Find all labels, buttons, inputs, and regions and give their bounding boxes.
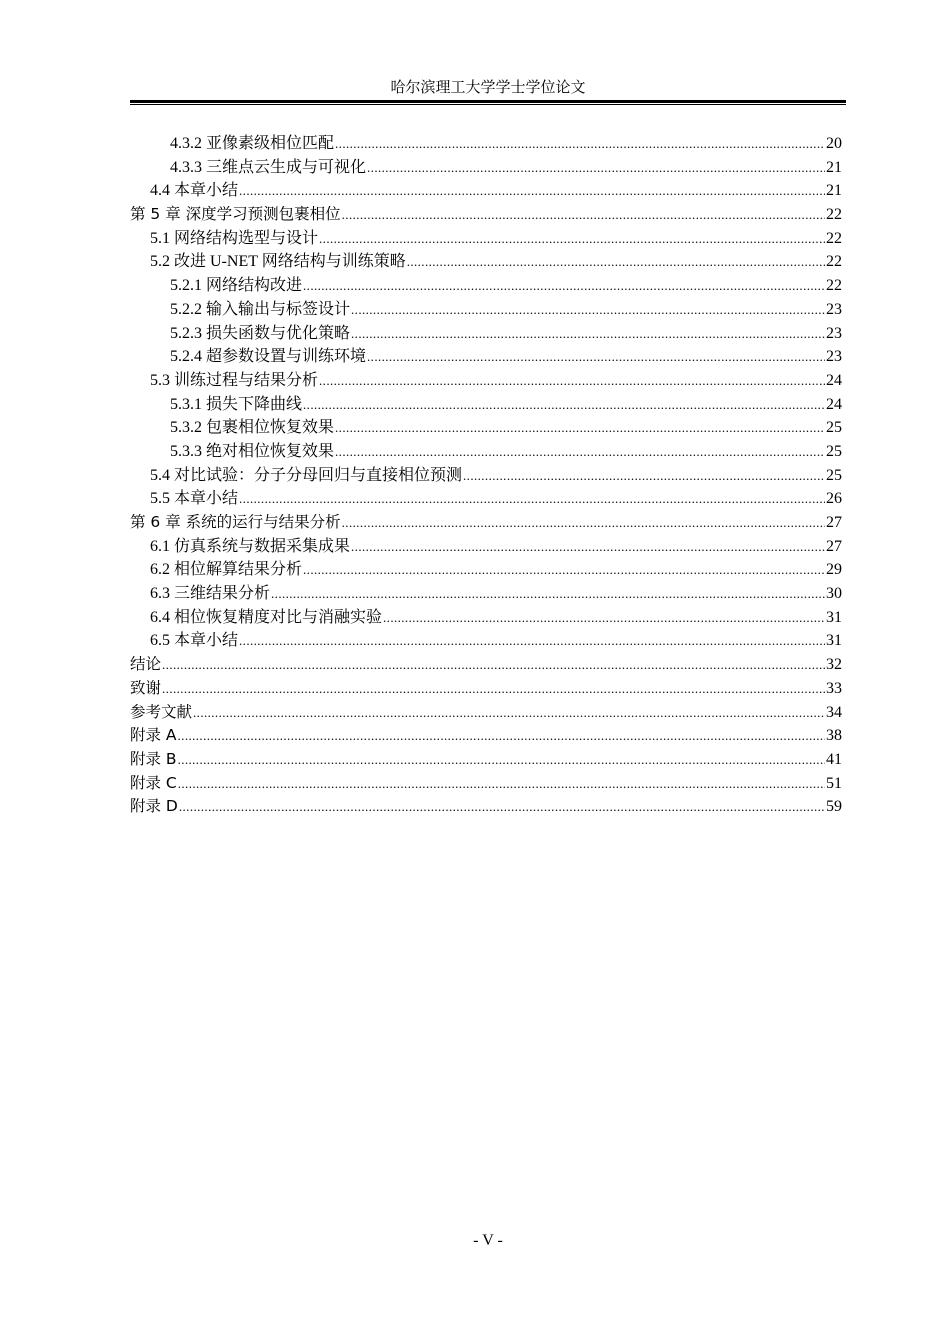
toc-dot-leader (383, 606, 825, 630)
toc-entry-page: 25 (826, 466, 842, 484)
toc-entry-page: 25 (826, 419, 842, 437)
toc-entry-title: 5.2.1 网络结构改进 (170, 277, 303, 295)
toc-entry-title: 6.3 三维结果分析 (150, 585, 271, 603)
toc-dot-leader (303, 558, 825, 582)
toc-dot-leader (335, 132, 825, 156)
toc-entry-page: 22 (826, 277, 842, 295)
toc-dot-leader (367, 345, 825, 369)
toc-entry-title: 5.1 网络结构选型与设计 (150, 229, 319, 247)
toc-dot-leader (319, 227, 825, 251)
toc-entry[interactable] (130, 393, 842, 417)
toc-entry-title: 6.4 相位恢复精度对比与消融实验 (150, 608, 383, 626)
toc-entry[interactable] (130, 464, 842, 488)
toc-dot-leader (407, 250, 825, 274)
toc-entry-page: 23 (826, 348, 842, 366)
toc-entry-page: 23 (826, 324, 842, 342)
toc-entry-page: 59 (826, 798, 842, 816)
toc-entry-page: 23 (826, 300, 842, 318)
toc-entry-page: 22 (826, 206, 842, 224)
toc-entry-page: 22 (826, 253, 842, 271)
toc-entry[interactable] (130, 701, 842, 725)
toc-dot-leader (319, 369, 825, 393)
toc-entry-page: 38 (826, 727, 842, 745)
toc-entry[interactable] (130, 558, 842, 582)
table-of-contents (130, 132, 842, 819)
toc-entry[interactable] (130, 748, 842, 772)
page-header: 哈尔滨理工大学学士学位论文 (390, 80, 586, 96)
toc-dot-leader (335, 416, 825, 440)
toc-dot-leader (303, 393, 825, 417)
toc-dot-leader (179, 795, 825, 819)
toc-dot-leader (271, 582, 825, 606)
toc-entry[interactable] (130, 440, 842, 464)
toc-entry-page: 32 (826, 656, 842, 674)
toc-entry-title: 致谢 (130, 678, 162, 697)
toc-dot-leader (351, 322, 825, 346)
toc-entry-title: 附录 D (130, 797, 178, 816)
toc-entry-title: 5.3.2 包裹相位恢复效果 (170, 419, 335, 437)
toc-dot-leader (162, 677, 825, 701)
toc-entry-page: 24 (826, 395, 842, 413)
toc-entry[interactable] (130, 250, 842, 274)
toc-dot-leader (239, 629, 825, 653)
header-rule-thick (130, 100, 846, 103)
toc-entry-title: 第 6 章 系统的运行与结果分析 (130, 513, 341, 531)
toc-entry[interactable] (130, 606, 842, 630)
toc-dot-leader (342, 511, 825, 535)
toc-entry[interactable] (130, 677, 842, 701)
toc-entry-title: 4.3.3 三维点云生成与可视化 (170, 158, 367, 176)
toc-entry[interactable] (130, 535, 842, 559)
toc-entry[interactable] (130, 795, 842, 819)
toc-entry[interactable] (130, 772, 842, 796)
toc-entry[interactable] (130, 274, 842, 298)
toc-entry-title: 5.5 本章小结 (150, 490, 239, 508)
toc-entry-title: 5.2 改进 U-NET 网络结构与训练策略 (150, 253, 406, 271)
toc-dot-leader (162, 653, 825, 677)
toc-entry-title: 5.3.3 绝对相位恢复效果 (170, 442, 335, 460)
toc-entry-title: 5.3 训练过程与结果分析 (150, 371, 319, 389)
toc-entry-title: 6.1 仿真系统与数据采集成果 (150, 537, 351, 555)
toc-entry[interactable] (130, 629, 842, 653)
toc-entry-title: 5.3.1 损失下降曲线 (170, 395, 303, 413)
toc-entry-title: 附录 B (130, 749, 177, 768)
toc-entry[interactable] (130, 179, 842, 203)
toc-entry-title: 附录 C (130, 773, 177, 792)
toc-entry[interactable] (130, 653, 842, 677)
toc-dot-leader (367, 156, 825, 180)
toc-entry-title: 5.2.2 输入输出与标签设计 (170, 300, 351, 318)
toc-entry-page: 25 (826, 442, 842, 460)
toc-entry-title: 4.4 本章小结 (150, 182, 239, 200)
toc-entry-page: 30 (826, 585, 842, 603)
toc-entry-page: 27 (826, 514, 842, 531)
page-number: - V - (473, 1232, 503, 1249)
toc-dot-leader (239, 487, 825, 511)
toc-entry[interactable] (130, 487, 842, 511)
toc-entry-title: 附录 A (130, 726, 177, 745)
toc-entry[interactable] (130, 416, 842, 440)
toc-dot-leader (193, 701, 825, 725)
toc-entry[interactable] (130, 203, 842, 227)
toc-entry-title: 参考文献 (130, 702, 193, 721)
toc-dot-leader (335, 440, 825, 464)
toc-entry-page: 21 (826, 182, 842, 200)
toc-entry-title: 5.2.3 损失函数与优化策略 (170, 324, 351, 342)
toc-dot-leader (351, 298, 825, 322)
toc-entry-title: 4.3.2 亚像素级相位匹配 (170, 135, 335, 152)
toc-dot-leader (342, 203, 825, 227)
toc-entry-title: 第 5 章 深度学习预测包裹相位 (130, 205, 341, 224)
toc-entry[interactable] (130, 156, 842, 180)
toc-entry[interactable] (130, 369, 842, 393)
toc-entry-page: 27 (826, 537, 842, 555)
header-rule-thin (130, 104, 846, 105)
toc-entry[interactable] (130, 322, 842, 346)
toc-dot-leader (303, 274, 825, 298)
toc-entry-page: 51 (826, 774, 842, 792)
toc-entry-page: 34 (826, 703, 842, 721)
toc-entry-page: 31 (826, 608, 842, 626)
toc-entry-title: 6.2 相位解算结果分析 (150, 561, 303, 579)
toc-entry-page: 20 (826, 135, 842, 152)
toc-dot-leader (178, 748, 825, 772)
toc-entry[interactable] (130, 227, 842, 251)
toc-entry-title: 6.5 本章小结 (150, 632, 239, 650)
toc-entry-page: 21 (826, 158, 842, 176)
toc-entry[interactable] (130, 724, 842, 748)
toc-entry[interactable] (130, 132, 842, 156)
toc-entry-page: 33 (826, 679, 842, 697)
toc-dot-leader (178, 724, 825, 748)
toc-entry-page: 22 (826, 229, 842, 247)
toc-entry[interactable] (130, 345, 842, 369)
toc-entry-title: 结论 (130, 655, 162, 674)
toc-entry-page: 26 (826, 490, 842, 508)
toc-dot-leader (463, 464, 825, 488)
toc-entry-title: 5.2.4 超参数设置与训练环境 (170, 348, 367, 366)
toc-entry[interactable] (130, 511, 842, 535)
toc-entry-title: 5.4 对比试验：分子分母回归与直接相位预测 (150, 466, 463, 484)
toc-entry[interactable] (130, 582, 842, 606)
toc-entry[interactable] (130, 298, 842, 322)
toc-dot-leader (178, 772, 825, 796)
toc-entry-page: 29 (826, 561, 842, 579)
toc-dot-leader (239, 179, 825, 203)
toc-entry-page: 24 (826, 371, 842, 389)
toc-entry-page: 31 (826, 632, 842, 650)
toc-entry-page: 41 (826, 750, 842, 768)
toc-dot-leader (351, 535, 825, 559)
